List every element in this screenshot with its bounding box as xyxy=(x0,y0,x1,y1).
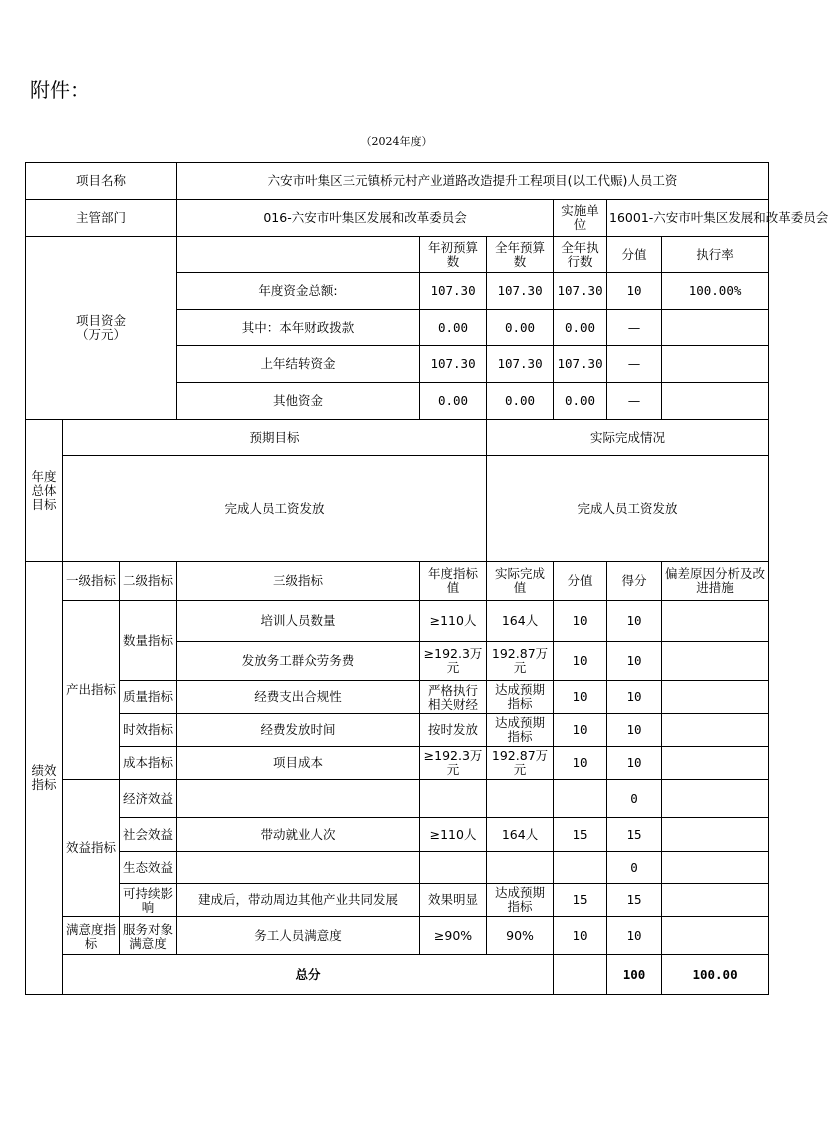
indicator-weight: 10 xyxy=(554,747,607,780)
indicator-row xyxy=(26,747,769,780)
indicator-target: ≥110人 xyxy=(420,818,487,852)
header-annual-budget: 全年预算数 xyxy=(487,237,554,273)
subgroup-sustainable-text: 可持续影响 xyxy=(123,886,174,915)
indicator-name: 培训人员数量 xyxy=(177,601,420,642)
implementing-unit-value: 16001-六安市叶集区发展和改革委员会 xyxy=(607,200,769,237)
group-output: 产出指标 xyxy=(63,601,120,780)
goals-content-row xyxy=(26,456,769,562)
total-label: 总分 xyxy=(63,955,554,995)
indicator-score: 0 xyxy=(607,852,662,884)
funds-annual: 107.30 xyxy=(487,346,554,383)
annual-goals-label: 年度总体目标 xyxy=(26,420,63,562)
indicator-row xyxy=(26,917,769,955)
indicator-row xyxy=(26,681,769,714)
indicator-target: 按时发放 xyxy=(420,714,487,747)
indicator-target: ≥192.3万元 xyxy=(420,642,487,681)
funds-initial: 107.30 xyxy=(420,273,487,310)
indicator-score: 10 xyxy=(607,747,662,780)
indicator-deviation xyxy=(662,601,769,642)
indicator-name: 经费发放时间 xyxy=(177,714,420,747)
indicator-score: 0 xyxy=(607,780,662,818)
funds-annual: 0.00 xyxy=(487,310,554,346)
funds-executed: 0.00 xyxy=(554,310,607,346)
subgroup-social xyxy=(120,818,177,852)
header-actual-value: 实际完成值 xyxy=(487,562,554,601)
performance-indicators-label: 绩效指标 xyxy=(26,562,63,995)
department-label: 主管部门 xyxy=(26,200,177,237)
subgroup-economic-text: 经济效益 xyxy=(123,790,174,806)
funds-annual: 107.30 xyxy=(487,273,554,310)
indicator-actual xyxy=(487,852,554,884)
indicator-deviation xyxy=(662,780,769,818)
total-row xyxy=(26,955,769,995)
subgroup-service-text: 服务对象满意度 xyxy=(123,921,174,951)
header-initial-budget: 年初预算数 xyxy=(420,237,487,273)
funds-rate: 100.00% xyxy=(662,273,769,310)
indicator-deviation xyxy=(662,747,769,780)
indicator-score: 10 xyxy=(607,601,662,642)
funds-row-label: 上年结转资金 xyxy=(177,346,420,383)
funds-header-blank xyxy=(177,237,420,273)
indicator-deviation xyxy=(662,852,769,884)
total-blank xyxy=(554,955,607,995)
indicator-weight: 10 xyxy=(554,681,607,714)
department-value: 016-六安市叶集区发展和改革委员会 xyxy=(177,200,554,237)
indicator-row xyxy=(26,780,769,818)
indicator-actual: 达成预期指标 xyxy=(487,681,554,714)
funds-label xyxy=(26,237,177,420)
indicator-row xyxy=(26,714,769,747)
funds-weight: — xyxy=(607,383,662,420)
header-annual-target: 年度指标值 xyxy=(420,562,487,601)
funds-row-label: 其他资金 xyxy=(177,383,420,420)
funds-executed: 0.00 xyxy=(554,383,607,420)
funds-label-line1: 项目资金 xyxy=(76,313,127,328)
header-level2: 二级指标 xyxy=(120,562,177,601)
funds-row-label: 年度资金总额: xyxy=(177,273,420,310)
indicator-score: 10 xyxy=(607,642,662,681)
indicator-target: ≥90% xyxy=(420,917,487,955)
indicator-actual: 164人 xyxy=(487,601,554,642)
funds-annual: 0.00 xyxy=(487,383,554,420)
project-name-value: 六安市叶集区三元镇桥元村产业道路改造提升工程项目(以工代赈)人员工资 xyxy=(177,163,769,200)
implementing-unit-label: 实施单位 xyxy=(554,200,607,237)
expected-goal-header: 预期目标 xyxy=(63,420,487,456)
indicator-weight: 10 xyxy=(554,642,607,681)
indicator-score: 10 xyxy=(607,917,662,955)
project-name-row xyxy=(26,163,769,200)
header-annual-execution: 全年执行数 xyxy=(554,237,607,273)
indicator-target: ≥110人 xyxy=(420,601,487,642)
indicator-name: 经费支出合规性 xyxy=(177,681,420,714)
indicator-deviation xyxy=(662,642,769,681)
subgroup-quality xyxy=(120,681,177,714)
subgroup-cost xyxy=(120,747,177,780)
indicator-name xyxy=(177,780,420,818)
indicator-actual: 达成预期指标 xyxy=(487,714,554,747)
indicator-target-text: 严格执行相关财经 xyxy=(428,683,479,712)
header-level1: 一级指标 xyxy=(63,562,120,601)
funds-row-label: 其中：本年财政拨款 xyxy=(177,310,420,346)
indicator-target xyxy=(420,780,487,818)
funds-weight: — xyxy=(607,310,662,346)
indicator-row xyxy=(26,601,769,642)
indicator-actual: 164人 xyxy=(487,818,554,852)
subgroup-cost-text: 成本指标 xyxy=(123,755,174,770)
funds-initial: 107.30 xyxy=(420,346,487,383)
indicator-target xyxy=(420,681,487,714)
subgroup-sustainable xyxy=(120,884,177,917)
indicator-actual: 192.87万元 xyxy=(487,642,554,681)
indicator-name: 带动就业人次 xyxy=(177,818,420,852)
funds-initial: 0.00 xyxy=(420,310,487,346)
group-satisfaction xyxy=(63,917,120,955)
funds-header-row xyxy=(26,237,769,273)
indicator-name: 务工人员满意度 xyxy=(177,917,420,955)
subgroup-ecological xyxy=(120,852,177,884)
total-weight: 100 xyxy=(607,955,662,995)
indicator-actual: 90% xyxy=(487,917,554,955)
indicator-target xyxy=(420,852,487,884)
funds-weight: 10 xyxy=(607,273,662,310)
indicator-weight xyxy=(554,780,607,818)
indicator-name: 发放务工群众劳务费 xyxy=(177,642,420,681)
header-level3: 三级指标 xyxy=(177,562,420,601)
indicator-deviation xyxy=(662,818,769,852)
year-label: （2024年度） xyxy=(360,135,433,148)
indicator-actual: 192.87万元 xyxy=(487,747,554,780)
indicator-name: 建成后，带动周边其他产业共同发展 xyxy=(177,884,420,917)
indicator-score: 15 xyxy=(607,884,662,917)
expected-goal-value: 完成人员工资发放 xyxy=(63,456,487,562)
indicator-target: 效果明显 xyxy=(420,884,487,917)
funds-rate xyxy=(662,310,769,346)
project-name-label: 项目名称 xyxy=(26,163,177,200)
indicator-weight: 10 xyxy=(554,601,607,642)
subgroup-service xyxy=(120,917,177,955)
indicator-weight: 15 xyxy=(554,818,607,852)
indicator-deviation xyxy=(662,917,769,955)
funds-executed: 107.30 xyxy=(554,346,607,383)
indicator-deviation xyxy=(662,884,769,917)
indicator-actual xyxy=(487,780,554,818)
header-weight: 分值 xyxy=(554,562,607,601)
indicator-score: 10 xyxy=(607,681,662,714)
perf-header-row xyxy=(26,562,769,601)
subgroup-ecological-text: 生态效益 xyxy=(123,859,174,875)
indicator-score: 10 xyxy=(607,714,662,747)
performance-table xyxy=(25,162,828,995)
subgroup-timeliness xyxy=(120,714,177,747)
funds-weight: — xyxy=(607,346,662,383)
funds-label-line2: （万元） xyxy=(76,327,127,342)
funds-initial: 0.00 xyxy=(420,383,487,420)
indicator-score: 15 xyxy=(607,818,662,852)
indicator-target: ≥192.3万元 xyxy=(420,747,487,780)
indicator-weight: 10 xyxy=(554,917,607,955)
total-score: 100.00 xyxy=(662,955,769,995)
subgroup-economic xyxy=(120,780,177,818)
funds-rate xyxy=(662,346,769,383)
header-perf-score: 得分 xyxy=(607,562,662,601)
group-benefit: 效益指标 xyxy=(63,780,120,917)
subgroup-timeliness-text: 时效指标 xyxy=(123,722,174,737)
indicator-row xyxy=(26,818,769,852)
subgroup-quantity: 数量指标 xyxy=(120,601,177,681)
group-satisfaction-text: 满意度指标 xyxy=(65,921,116,951)
header-deviation: 偏差原因分析及改进措施 xyxy=(662,562,769,601)
header-execution-rate: 执行率 xyxy=(662,237,769,273)
indicator-row xyxy=(26,884,769,917)
header-score-value: 分值 xyxy=(607,237,662,273)
indicator-name xyxy=(177,852,420,884)
indicator-row xyxy=(26,852,769,884)
subgroup-quality-text: 质量指标 xyxy=(123,689,174,704)
indicator-deviation xyxy=(662,681,769,714)
department-row xyxy=(26,200,769,237)
indicator-weight: 10 xyxy=(554,714,607,747)
actual-completion-value: 完成人员工资发放 xyxy=(487,456,769,562)
indicator-deviation xyxy=(662,714,769,747)
actual-completion-header: 实际完成情况 xyxy=(487,420,769,456)
funds-executed: 107.30 xyxy=(554,273,607,310)
indicator-weight xyxy=(554,852,607,884)
attachment-label: 附件： xyxy=(30,78,90,102)
subgroup-social-text: 社会效益 xyxy=(123,826,174,842)
indicator-actual: 达成预期指标 xyxy=(487,884,554,917)
indicator-weight: 15 xyxy=(554,884,607,917)
goals-header-row xyxy=(26,420,769,456)
indicator-name: 项目成本 xyxy=(177,747,420,780)
funds-rate xyxy=(662,383,769,420)
